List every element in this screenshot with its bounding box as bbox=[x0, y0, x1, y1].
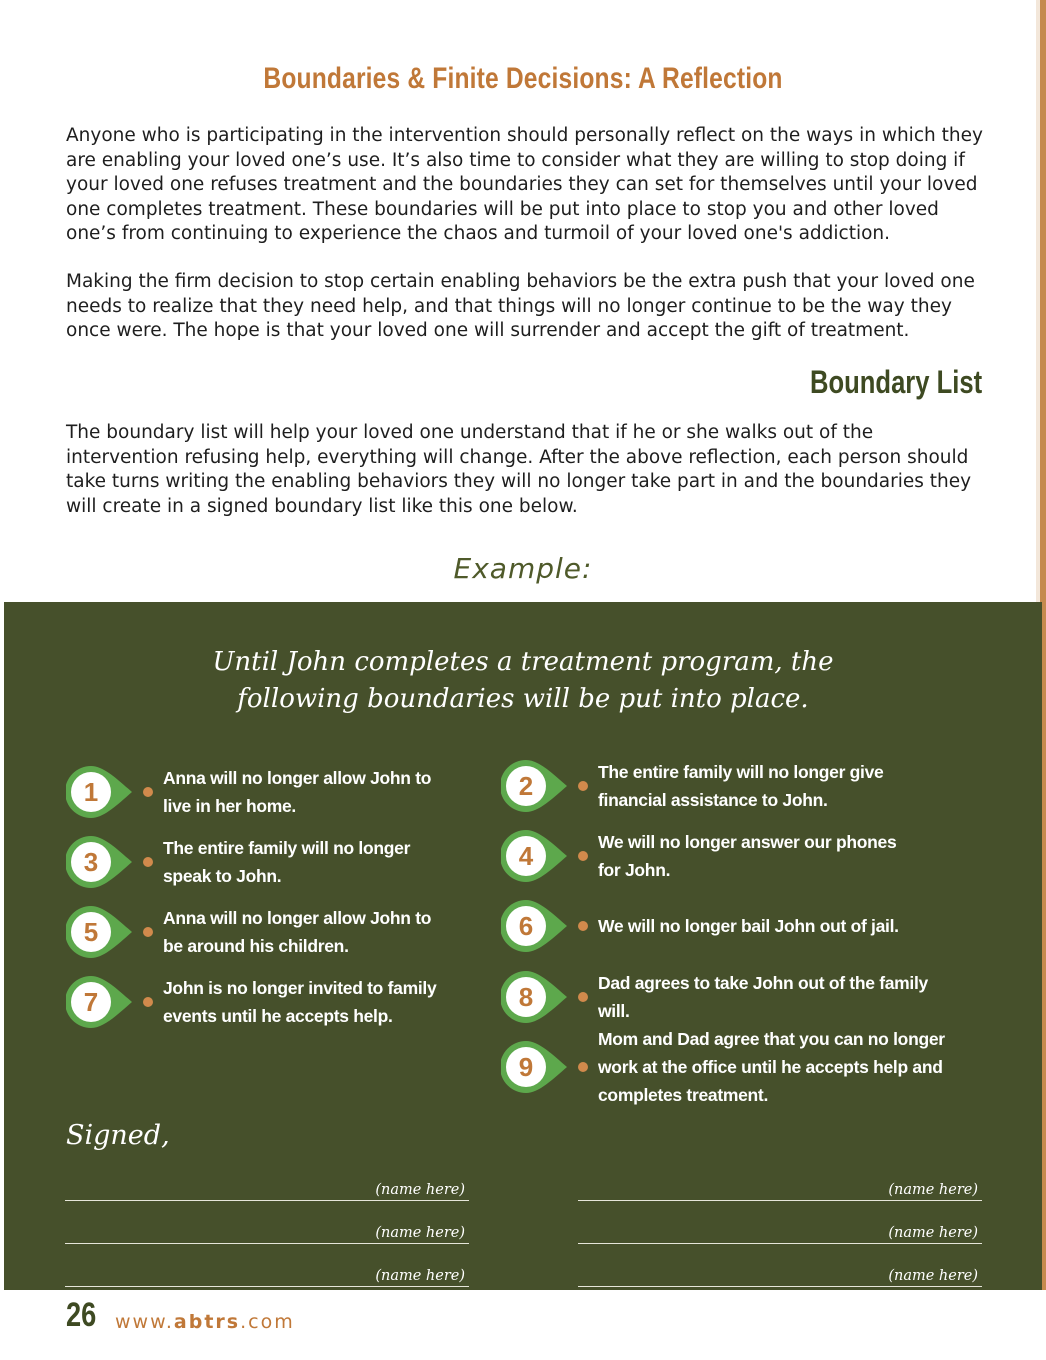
number-badge bbox=[501, 898, 557, 954]
badge-number: 1 bbox=[83, 777, 99, 807]
page-number: 26 bbox=[66, 1296, 97, 1334]
signature-line[interactable] bbox=[578, 1217, 982, 1244]
badge-number: 8 bbox=[518, 982, 534, 1012]
boundary-text: Anna will no longer allow John to be around his children. bbox=[163, 908, 432, 956]
panel-heading-line-2: following boundaries will be put into place. bbox=[237, 684, 809, 714]
boundary-item bbox=[501, 758, 941, 814]
url-prefix: www. bbox=[115, 1311, 174, 1333]
badge-number: 5 bbox=[83, 917, 99, 947]
boundary-text: Mom and Dad agree that you can no longer work at the office until he accepts help and completes treatment. bbox=[598, 1029, 945, 1105]
number-badge bbox=[66, 764, 122, 820]
signature-placeholder: (name here) bbox=[888, 1182, 978, 1198]
badge-number: 4 bbox=[518, 841, 534, 871]
signature-placeholder: (name here) bbox=[888, 1268, 978, 1284]
bullet-dot-icon bbox=[143, 787, 153, 797]
signature-placeholder: (name here) bbox=[888, 1225, 978, 1241]
badge-number: 2 bbox=[518, 771, 534, 801]
boundary-text: The entire family will no longer speak to John. bbox=[163, 838, 411, 886]
panel-heading bbox=[4, 644, 1042, 718]
boundary-item bbox=[501, 828, 921, 884]
footer-website-link[interactable] bbox=[115, 1311, 295, 1333]
page-title: Boundaries & Finite Decisions: A Reflection bbox=[263, 62, 783, 95]
boundary-text: Anna will no longer allow John to live in her home. bbox=[163, 768, 432, 816]
number-badge bbox=[501, 1039, 557, 1095]
example-label: Example: bbox=[453, 552, 593, 585]
number-badge bbox=[501, 758, 557, 814]
boundary-item bbox=[501, 969, 951, 1025]
example-boundary-panel bbox=[4, 602, 1042, 1290]
signature-placeholder: (name here) bbox=[375, 1182, 465, 1198]
boundary-text: Dad agrees to take John out of the family will. bbox=[598, 973, 928, 1021]
bullet-dot-icon bbox=[578, 1062, 588, 1072]
signature-line[interactable] bbox=[65, 1174, 469, 1201]
boundary-list-paragraph: The boundary list will help your loved one understand that if he or she walks out of the intervention refusing help, everything will change. After the above reflection, each person should take turns writing the enabling behaviors they will no longer take part in and the boundaries they will create in a signed boundary list like this one below. bbox=[66, 422, 972, 517]
bullet-dot-icon bbox=[143, 857, 153, 867]
panel-heading-line-1: Until John completes a treatment program, the bbox=[212, 647, 834, 677]
bullet-dot-icon bbox=[578, 851, 588, 861]
signature-placeholder: (name here) bbox=[375, 1225, 465, 1241]
number-badge bbox=[66, 904, 122, 960]
boundary-text: The entire family will no longer give financial assistance to John. bbox=[598, 762, 884, 810]
number-badge bbox=[501, 828, 557, 884]
signature-line[interactable] bbox=[578, 1260, 982, 1287]
badge-number: 7 bbox=[83, 987, 99, 1017]
bullet-dot-icon bbox=[578, 992, 588, 1002]
boundary-item bbox=[66, 834, 456, 890]
url-domain: abtrs bbox=[173, 1311, 241, 1333]
bullet-dot-icon bbox=[143, 997, 153, 1007]
badge-number: 3 bbox=[83, 847, 99, 877]
bullet-dot-icon bbox=[578, 781, 588, 791]
number-badge bbox=[501, 969, 557, 1025]
badge-number: 6 bbox=[518, 911, 534, 941]
boundary-item bbox=[501, 1029, 971, 1105]
boundary-item bbox=[66, 764, 456, 820]
url-suffix: .com bbox=[240, 1311, 295, 1333]
boundary-text: John is no longer invited to family events until he accepts help. bbox=[163, 978, 437, 1026]
bullet-dot-icon bbox=[578, 921, 588, 931]
boundary-item bbox=[66, 904, 456, 960]
signature-line[interactable] bbox=[578, 1174, 982, 1201]
reflection-paragraph-2: Making the firm decision to stop certain enabling behaviors be the extra push that your loved one needs to realize that they need help, and that things will no longer continue to be the way they once were. The hope is that your loved one will surrender and accept the gift of treatment. bbox=[66, 271, 975, 341]
signature-placeholder: (name here) bbox=[375, 1268, 465, 1284]
reflection-paragraph-1: Anyone who is participating in the intervention should personally reflect on the ways in which they are enabling your loved one’s use. It’s also time to consider what they are willing to stop doing if your loved one refuses treatment and the boundaries they can set for themselves until your loved one completes treatment. These boundaries will be put into place to stop you and other loved one’s from continuing to experience the chaos and turmoil of your loved one's addiction. bbox=[66, 125, 983, 244]
boundary-item bbox=[501, 898, 921, 954]
signed-label: Signed, bbox=[66, 1120, 170, 1151]
boundary-text: We will no longer bail John out of jail. bbox=[598, 916, 899, 936]
badge-number: 9 bbox=[518, 1052, 534, 1082]
boundary-item bbox=[66, 974, 476, 1030]
signature-line[interactable] bbox=[65, 1260, 469, 1287]
bullet-dot-icon bbox=[143, 927, 153, 937]
boundary-text: We will no longer answer our phones for John. bbox=[598, 832, 897, 880]
number-badge bbox=[66, 834, 122, 890]
number-badge bbox=[66, 974, 122, 1030]
signature-line[interactable] bbox=[65, 1217, 469, 1244]
boundary-list-heading: Boundary List bbox=[809, 364, 982, 400]
